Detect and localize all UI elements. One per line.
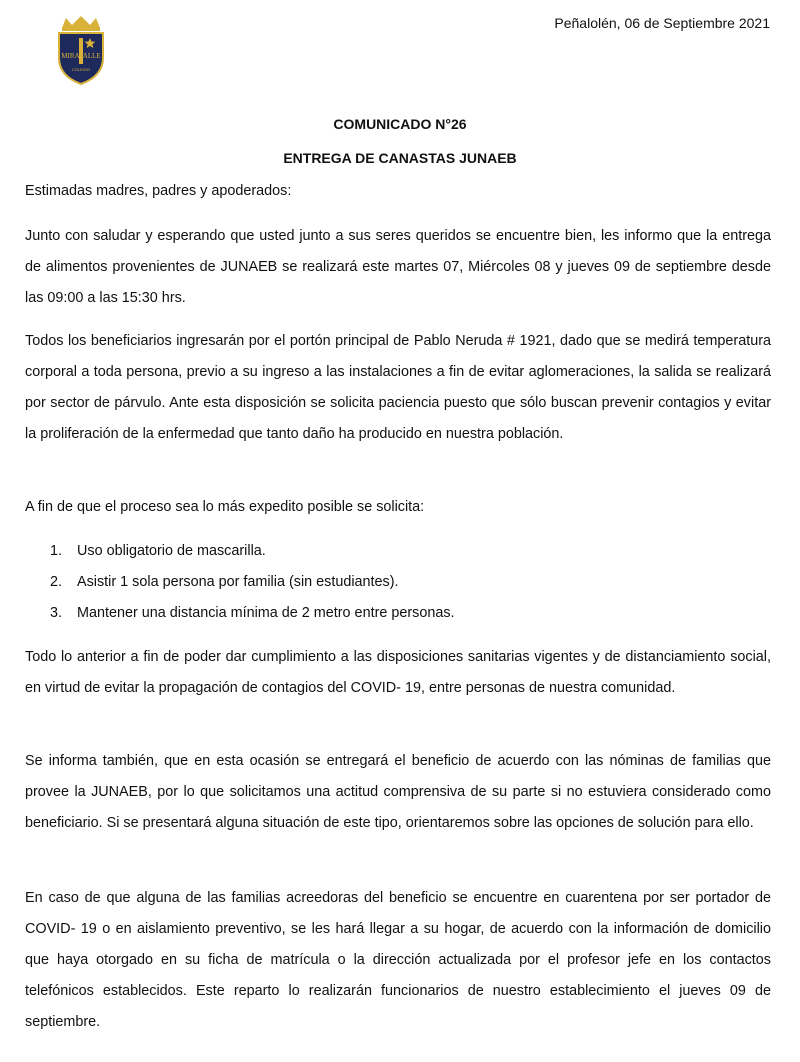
logo-name: MIRAVALLE	[61, 52, 101, 60]
list-text: Mantener una distancia mínima de 2 metro entre personas.	[77, 605, 455, 621]
date-line: Peñalolén, 06 de Septiembre 2021	[554, 15, 770, 31]
paragraph-1: Junto con saludar y esperando que usted junto a sus seres queridos se encuentre bien, les informo que la entrega de alimentos provenientes de JUNAEB se realizará este martes 07, Miércoles 08 y jueves 09 de septiembre desde las 09:00 a las 15:30 hrs.	[25, 228, 771, 306]
list-item	[50, 567, 750, 598]
school-crest-logo	[54, 14, 108, 86]
list-text: Uso obligatorio de mascarilla.	[77, 543, 266, 559]
greeting: Estimadas madres, padres y apoderados:	[25, 183, 292, 199]
logo-subname: COLEGIO	[71, 67, 91, 72]
list-number: 2.	[50, 574, 63, 590]
requirements-list	[50, 536, 750, 629]
communique-number: COMUNICADO N°26	[333, 116, 467, 132]
list-number: 3.	[50, 605, 63, 621]
paragraph-3: A fin de que el proceso sea lo más expedito posible se solicita:	[25, 499, 425, 515]
paragraph-4: Todo lo anterior a fin de poder dar cumplimiento a las disposiciones sanitarias vigentes y de distanciamiento social, en virtud de evitar la propagación de contagios del COVID- 19, entre personas de nuestra comunidad.	[25, 649, 771, 696]
communique-subject: ENTREGA DE CANASTAS JUNAEB	[283, 150, 517, 166]
list-item	[50, 536, 750, 567]
list-item	[50, 598, 750, 629]
paragraph-2: Todos los beneficiarios ingresarán por el portón principal de Pablo Neruda # 1921, dado que se medirá temperatura corporal a toda persona, previo a su ingreso a las instalaciones a fin de evitar aglomeraciones, la salida se realizará por sector de párvulo. Ante esta disposición se solicita paciencia puesto que sólo buscan prevenir contagios y evitar la proliferación de la enfermedad que tanto daño ha producido en nuestra población.	[25, 333, 771, 442]
paragraph-5: Se informa también, que en esta ocasión se entregará el beneficio de acuerdo con las nóminas de familias que provee la JUNAEB, por lo que solicitamos una actitud comprensiva de su parte si no estuviera considerado como beneficiario. Si se presentará alguna situación de este tipo, orientaremos sobre las opciones de solución para ello.	[25, 753, 771, 831]
paragraph-6: En caso de que alguna de las familias acreedoras del beneficio se encuentre en cuarentena por ser portador de COVID- 19 o en aislamiento preventivo, se les hará llegar a su hogar, de acuerdo con la información de domicilio que haya otorgado en su ficha de matrícula o la dirección actualizada por el profesor jefe en los contactos telefónicos establecidos. Este reparto lo realizarán funcionarios de nuestro establecimiento el jueves 09 de septiembre.	[25, 890, 771, 1030]
list-text: Asistir 1 sola persona por familia (sin estudiantes).	[77, 574, 399, 590]
list-number: 1.	[50, 543, 63, 559]
